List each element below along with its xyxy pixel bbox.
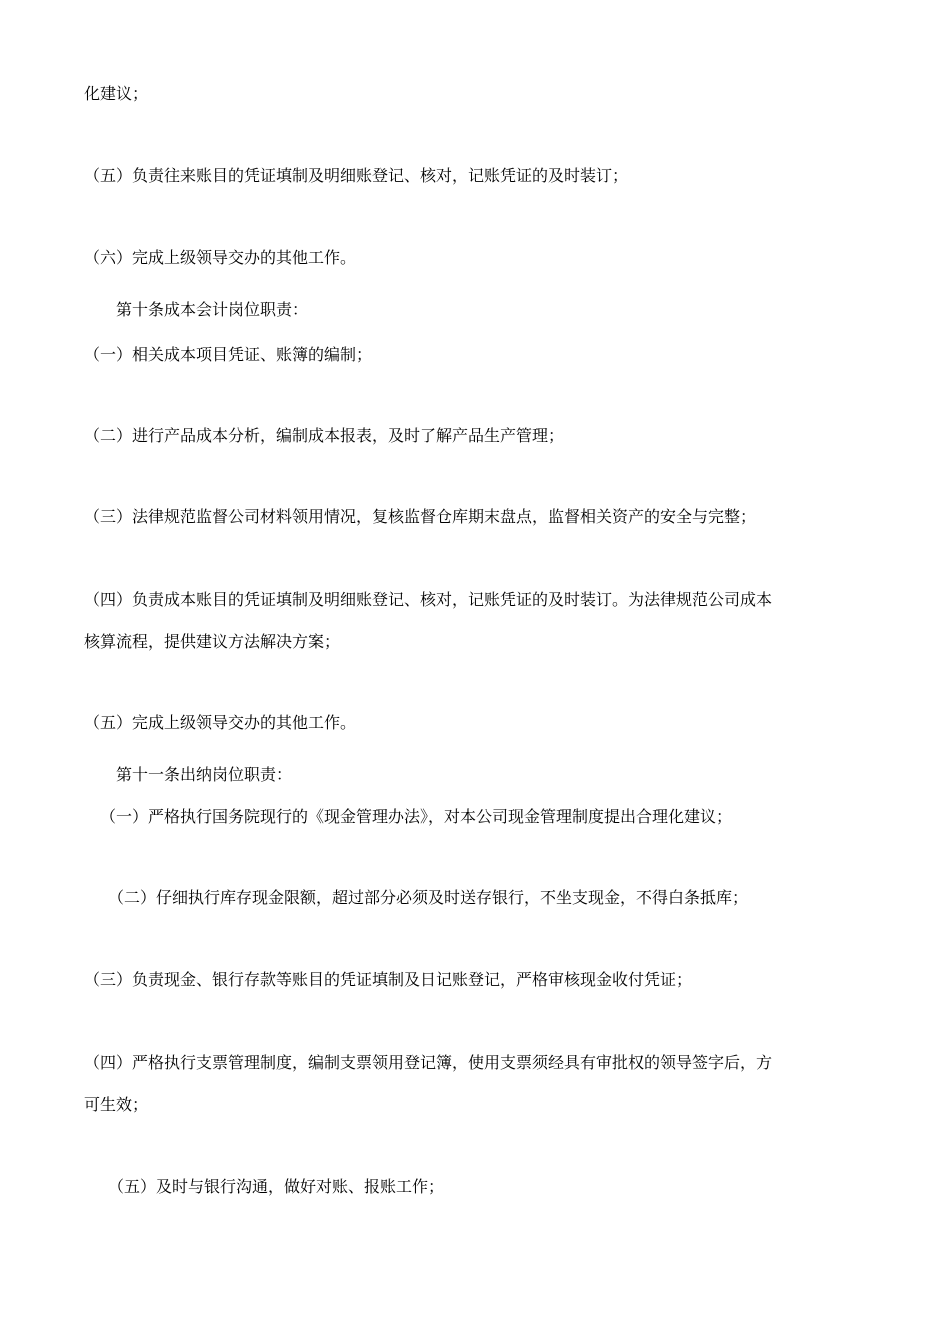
text-line: （四）负责成本账目的凭证填制及明细账登记、核对，记账凭证的及时装订。为法律规范公司成本 [84, 590, 773, 609]
section-heading: 第十条成本会计岗位职责： [116, 300, 309, 319]
section-heading: 第十一条出纳岗位职责： [116, 765, 293, 784]
text-line: （五）完成上级领导交办的其他工作。 [84, 713, 357, 732]
text-line: 可生效； [84, 1095, 149, 1114]
text-line: （五）负责往来账目的凭证填制及明细账登记、核对，记账凭证的及时装订； [84, 166, 629, 185]
text-line: （一）严格执行国务院现行的《现金管理办法》，对本公司现金管理制度提出合理化建议； [100, 807, 733, 826]
text-line: （六）完成上级领导交办的其他工作。 [84, 248, 357, 267]
text-line: （二）进行产品成本分析，编制成本报表，及时了解产品生产管理； [84, 426, 565, 445]
text-line: （五）及时与银行沟通，做好对账、报账工作； [108, 1177, 445, 1196]
text-line: （四）严格执行支票管理制度，编制支票领用登记簿，使用支票须经具有审批权的领导签字后，方 [84, 1053, 773, 1072]
text-line: 核算流程，提供建议方法解决方案； [84, 632, 341, 651]
text-line: （三）负责现金、银行存款等账目的凭证填制及日记账登记，严格审核现金收付凭证； [84, 970, 693, 989]
text-line: 化建议； [84, 84, 149, 103]
text-line: （一）相关成本项目凭证、账簿的编制； [84, 345, 373, 364]
text-line: （二）仔细执行库存现金限额，超过部分必须及时送存银行，不坐支现金，不得白条抵库； [108, 888, 749, 907]
text-line: （三）法律规范监督公司材料领用情况，复核监督仓库期末盘点，监督相关资产的安全与完整； [84, 507, 757, 526]
